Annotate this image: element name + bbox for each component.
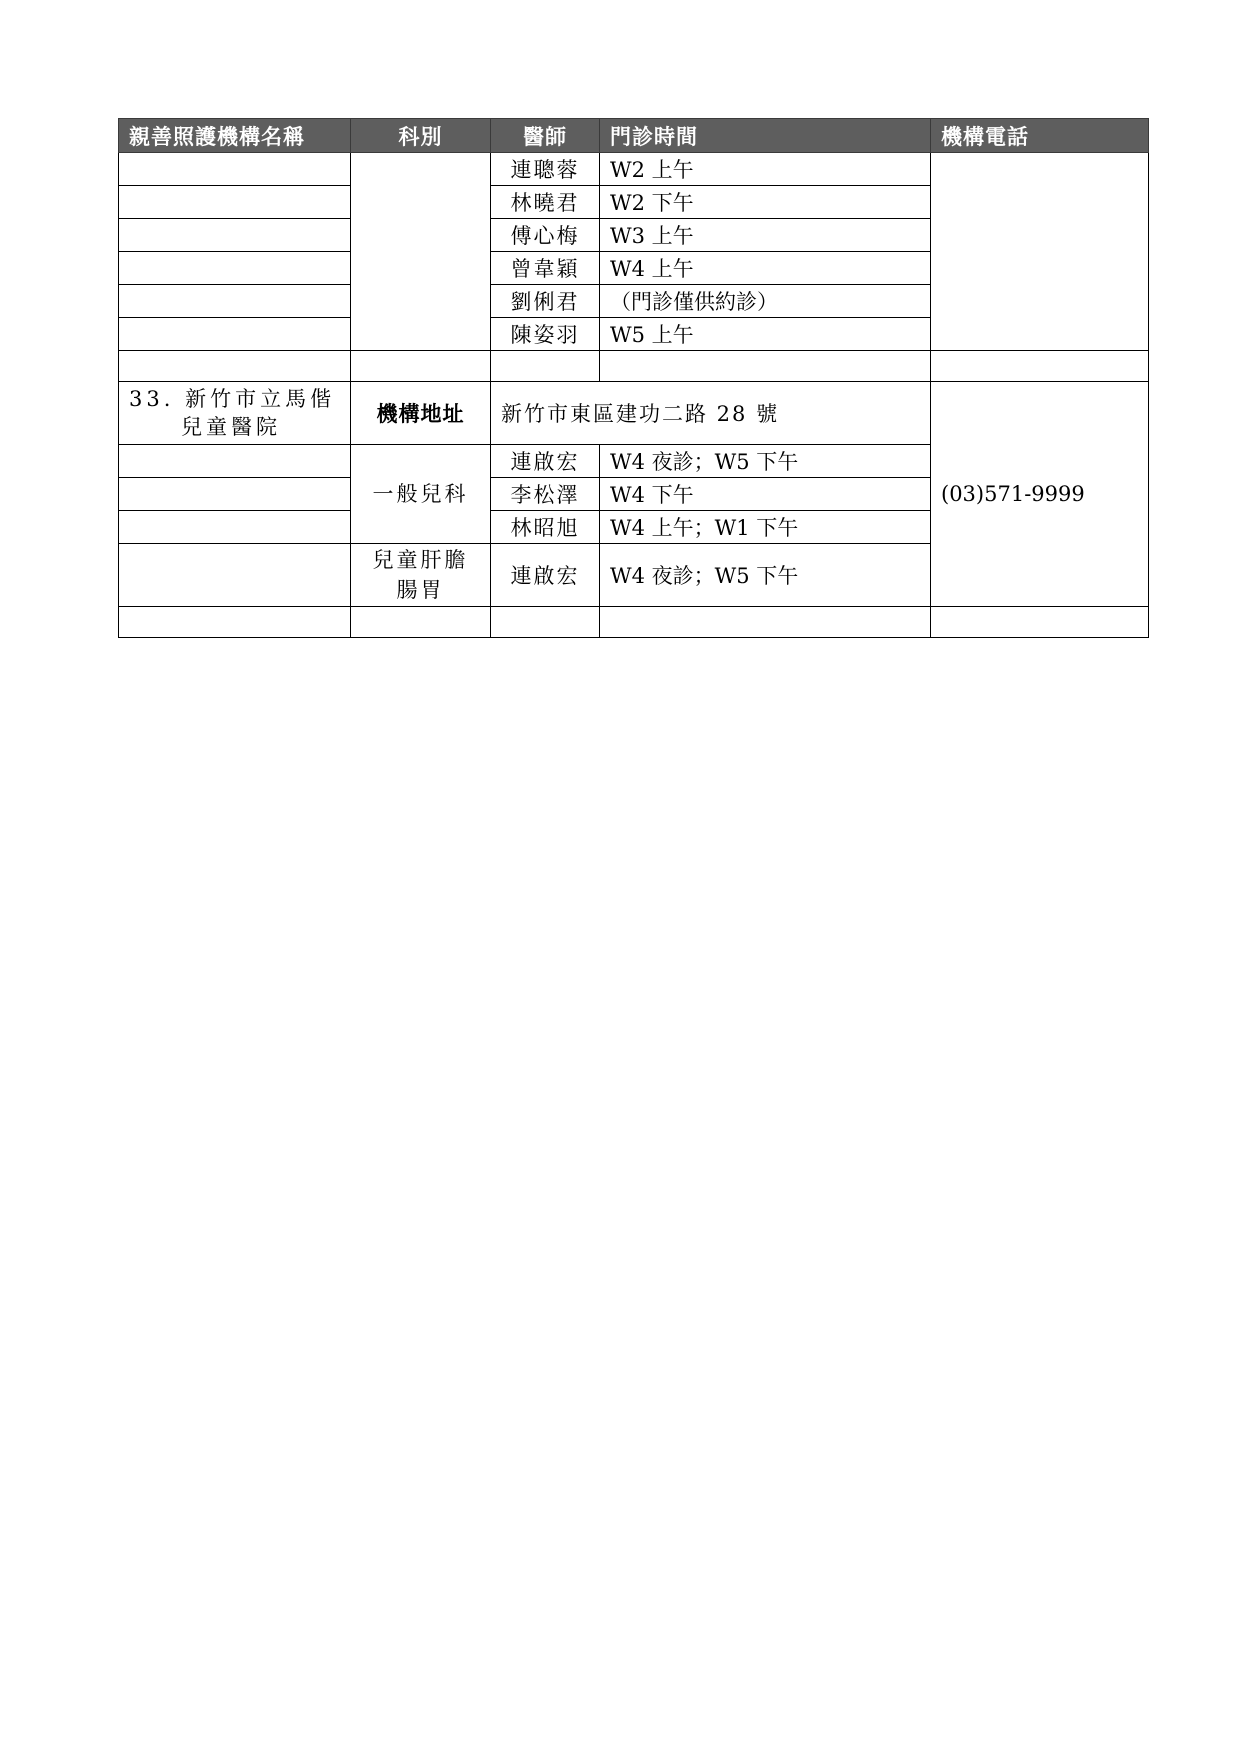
institution-cell — [119, 544, 351, 607]
department-cell — [351, 153, 491, 351]
department-pediatric-gi — [351, 544, 491, 607]
empty-cell — [119, 607, 351, 638]
institution-name-line2: 兒童醫院 — [181, 415, 281, 439]
department-general-pediatrics: 一般兒科 — [351, 445, 491, 544]
institution-cell — [119, 186, 351, 219]
empty-cell — [931, 351, 1149, 382]
doctor-cell: 陳姿羽 — [491, 318, 600, 351]
doctor-cell: 李松澤 — [491, 478, 600, 511]
table-header-row — [119, 119, 1149, 153]
schedule-cell: W4 上午；W1 下午 — [600, 511, 931, 544]
phone-value: (03)571-9999 — [931, 382, 1149, 607]
schedule-cell: W5 上午 — [600, 318, 931, 351]
blank-row — [119, 351, 1149, 382]
institution-cell — [119, 153, 351, 186]
schedule-cell: W3 上午 — [600, 219, 931, 252]
address-value: 新竹市東區建功二路 28 號 — [491, 382, 931, 445]
doctor-cell: 傅心梅 — [491, 219, 600, 252]
institution-cell — [119, 252, 351, 285]
schedule-cell: W4 夜診；W5 下午 — [600, 445, 931, 478]
clinic-schedule-table — [118, 118, 1149, 638]
doctor-cell: 曾韋穎 — [491, 252, 600, 285]
doctor-cell: 連聰蓉 — [491, 153, 600, 186]
empty-cell — [491, 351, 600, 382]
institution-cell — [119, 478, 351, 511]
address-label: 機構地址 — [351, 382, 491, 445]
doctor-cell: 林曉君 — [491, 186, 600, 219]
empty-cell — [600, 607, 931, 638]
schedule-cell: W4 上午 — [600, 252, 931, 285]
header-clinic-hours: 門診時間 — [600, 119, 931, 153]
doctor-cell: 林昭旭 — [491, 511, 600, 544]
schedule-cell: W4 下午 — [600, 478, 931, 511]
doctor-cell: 連啟宏 — [491, 544, 600, 607]
empty-cell — [119, 351, 351, 382]
institution-name-cell — [119, 382, 351, 445]
empty-cell — [931, 607, 1149, 638]
department-gi-line1: 兒童肝膽 — [372, 548, 469, 572]
schedule-cell: W2 上午 — [600, 153, 931, 186]
blank-row — [119, 607, 1149, 638]
schedule-cell: （門診僅供約診） — [600, 285, 931, 318]
institution-row — [119, 382, 1149, 445]
institution-cell — [119, 511, 351, 544]
institution-cell — [119, 285, 351, 318]
header-doctor: 醫師 — [491, 119, 600, 153]
phone-cell — [931, 153, 1149, 351]
institution-cell — [119, 219, 351, 252]
institution-name-line1: 33. 新竹市立馬偕 — [129, 387, 336, 411]
institution-cell — [119, 445, 351, 478]
header-institution-name: 親善照護機構名稱 — [119, 119, 351, 153]
empty-cell — [491, 607, 600, 638]
empty-cell — [351, 607, 491, 638]
doctor-cell: 連啟宏 — [491, 445, 600, 478]
empty-cell — [600, 351, 931, 382]
doctor-cell: 劉俐君 — [491, 285, 600, 318]
header-department: 科別 — [351, 119, 491, 153]
schedule-cell: W4 夜診；W5 下午 — [600, 544, 931, 607]
department-gi-line2: 腸胃 — [396, 578, 445, 602]
empty-cell — [351, 351, 491, 382]
table-row — [119, 153, 1149, 186]
institution-cell — [119, 318, 351, 351]
schedule-cell: W2 下午 — [600, 186, 931, 219]
header-phone: 機構電話 — [931, 119, 1149, 153]
